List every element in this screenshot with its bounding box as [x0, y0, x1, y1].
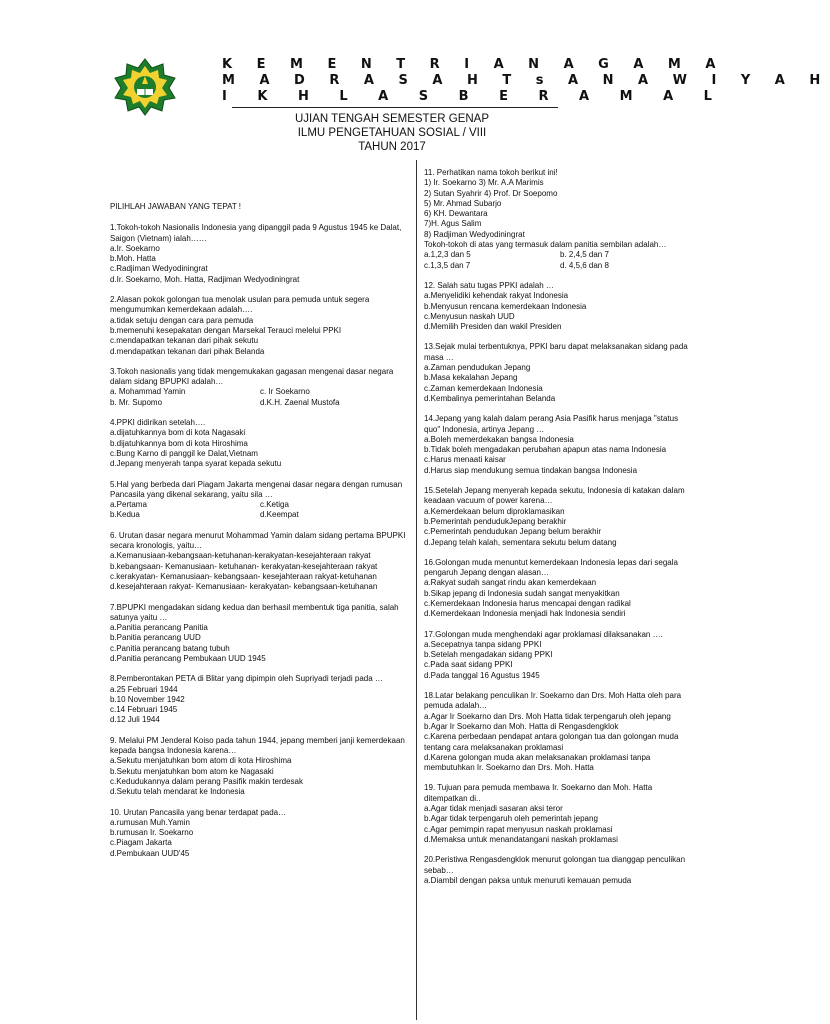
option-c: c.14 Februari 1945: [110, 705, 178, 715]
ministry-name: K E M E N T R I A N A G A M A: [222, 57, 726, 72]
option-c: c.Pemerintah pendudukan Jepang belum berakhir: [424, 527, 602, 537]
option-c: c.Radjiman Wedyodiningrat: [110, 264, 208, 274]
question-stem: 8.Pemberontakan PETA di Blitar yang dipimpin oleh Supriyadi terjadi pada …: [110, 674, 383, 684]
option-d: d.Jepang menyerah tanpa syarat kepada sekutu: [110, 459, 282, 469]
name-list-item: 6) KH. Dewantara: [424, 209, 488, 219]
question-3: [110, 367, 410, 408]
option-a: a.dijatuhkannya bom di kota Nagasaki: [110, 428, 246, 438]
question-stem: 10. Urutan Pancasila yang benar terdapat pada…: [110, 807, 287, 817]
option-c: c.Harus menaati kaisar: [424, 455, 506, 465]
option-c: c.Karena perbedaan pendapat antara golongan tua dan golongan muda tentang cara melaksanakan proklamasi: [424, 732, 679, 752]
exam-subject: ILMU PENGETAHUAN SOSIAL / VIII: [297, 127, 487, 139]
question-stem: 11. Perhatikan nama tokoh berikut ini!: [424, 168, 558, 177]
left-column: [110, 202, 410, 869]
option-d: d.Sekutu telah mendarat ke Indonesia: [110, 787, 245, 797]
option-c: c.mendapatkan tekanan dari pihak sekutu: [110, 336, 259, 346]
name-list-item: 2) Sutan Syahrir 4) Prof. Dr Soepomo: [424, 188, 558, 198]
option-a: a.Diambil dengan paksa untuk menuruti kemauan pemuda: [424, 875, 632, 885]
option-b: b.Kedua: [110, 510, 140, 520]
question-stem: 2.Alasan pokok golongan tua menolak usulan para pemuda untuk segera mengumumkan kemerdekaan adalah….: [110, 295, 370, 315]
document-header: [0, 0, 830, 160]
option-d: d.Panitia perancang Pembukaan UUD 1945: [110, 653, 266, 663]
question-stem: 5.Hal yang berbeda dari Piagam Jakarta mengenai dasar negara dengan rumusan Pancasila yang dikenal sekarang, yaitu sila …: [110, 479, 403, 499]
option-b: b.Pemerintah pendudukJepang berakhir: [424, 516, 567, 526]
exam-year: TAHUN 2017: [358, 141, 426, 153]
question-stem: 16.Golongan muda menuntut kemerdekaan Indonesia lepas dari segala pengaruh Jepang dengan alasan…: [424, 557, 678, 578]
option-d: d.Pada tanggal 16 Agustus 1945: [424, 670, 540, 680]
school-name: I K H L A S B E R A M A L: [222, 89, 725, 104]
question-19: [424, 783, 696, 845]
option-b: b.Moh. Hatta: [110, 254, 156, 264]
option-a: a.Agar Ir Soekarno dan Drs. Moh Hatta tidak terpengaruh oleh jepang: [424, 711, 671, 721]
question-5: [110, 480, 410, 521]
option-d: d.K.H. Zaenal Mustofa: [260, 397, 340, 407]
option-grid: [110, 387, 410, 408]
option-a: a.Sekutu menjatuhkan bom atom di kota Hiroshima: [110, 756, 292, 766]
option-d: d.kesejahteraan rakyat- Kemanusiaan- kerakyatan- kebangsaan-ketuhanan: [110, 582, 378, 592]
question-8: [110, 674, 410, 725]
question-17: [424, 630, 696, 681]
option-a: a.25 Februari 1944: [110, 684, 178, 694]
question-stem: 20.Peristiwa Rengasdengklok menurut golongan tua dianggap penculikan sebab…: [424, 855, 686, 875]
option-d: d.Kemerdekaan Indonesia menjadi hak Indonesia sendiri: [424, 609, 626, 619]
name-list-item: 1) Ir. Soekarno 3) Mr. A.A Marimis: [424, 178, 544, 188]
question-6: [110, 531, 410, 593]
option-d: d.Memilih Presiden dan wakil Presiden: [424, 322, 562, 332]
question-11: [424, 168, 696, 271]
option-grid: [424, 250, 696, 271]
question-18: [424, 691, 696, 773]
question-9: [110, 736, 410, 798]
option-a: a.Pertama: [110, 500, 147, 510]
instruction-text: PILIHLAH JAWABAN YANG TEPAT !: [110, 202, 241, 211]
option-b: b.memenuhi kesepakatan dengan Marsekal Terauci melelui PPKI: [110, 325, 342, 335]
option-a: a.Panitia perancang Panitia: [110, 623, 208, 633]
option-d: d.Jepang telah kalah, sementara sekutu belum datang: [424, 537, 617, 547]
question-10: [110, 808, 410, 859]
option-a: a.Rakyat sudah sangat rindu akan kemerdekaan: [424, 578, 597, 588]
option-c: c.Piagam Jakarta: [110, 838, 172, 848]
option-a: a.1,2,3 dan 5: [424, 250, 471, 260]
option-b: b.Menyusun rencana kemerdekaan Indonesia: [424, 301, 587, 311]
option-b: b. 2,4,5 dan 7: [560, 250, 609, 260]
name-list-item: 7)H. Agus Salim: [424, 219, 482, 229]
option-c: c.Kedudukannya dalam perang Pasifik makin terdesak: [110, 776, 303, 786]
question-stem: 18.Latar belakang penculikan Ir. Soekarno dan Drs. Moh Hatta oleh para pemuda adalah…: [424, 691, 682, 711]
option-d: d.12 Juli 1944: [110, 715, 160, 725]
header-divider: [232, 107, 558, 108]
option-c: c.kerakyatan- Kemanusiaan- kebangsaan- kesejahteraan rakyat-ketuhanan: [110, 571, 377, 581]
option-b: b.Masa kekalahan Jepang: [424, 373, 518, 383]
option-b: b.Setelah mengadakan sidang PPKI: [424, 650, 553, 660]
option-b: b.rumusan Ir. Soekarno: [110, 828, 194, 838]
option-b: b.Agar tidak terpengaruh oleh pemerintah jepang: [424, 814, 598, 824]
question-sub-stem: Tokoh-tokoh di atas yang termasuk dalam panitia sembilan adalah…: [424, 240, 667, 250]
option-d: d.mendapatkan tekanan dari pihak Belanda: [110, 346, 265, 356]
question-stem: 14.Jepang yang kalah dalam perang Asia Pasifik harus menjaga "status quo" Indonesia, artinya Jepang …: [424, 414, 679, 434]
option-a: a.Menyelidiki kehendak rakyat Indonesia: [424, 291, 569, 301]
option-d: d. 4,5,6 dan 8: [560, 260, 609, 270]
option-c: c.Panitia perancang batang tubuh: [110, 643, 230, 653]
question-13: [424, 342, 696, 404]
right-column: [424, 168, 696, 896]
question-stem: 6. Urutan dasar negara menurut Mohammad Yamin dalam sidang pertama BPUPKI secara kronologis, yaitu…: [110, 530, 406, 551]
question-stem: 19. Tujuan para pemuda membawa Ir. Soekarno dan Moh. Hatta ditempatkan di..: [424, 783, 653, 803]
question-4: [110, 418, 410, 469]
ministry-emblem-icon: [112, 58, 178, 116]
column-divider: [416, 160, 417, 1020]
option-d: d.Memaksa untuk menandatangani naskah proklamasi: [424, 834, 618, 844]
option-b: b.10 November 1942: [110, 694, 185, 704]
question-14: [424, 414, 696, 476]
option-b: b.Agar Ir Soekarno dan Moh. Hatta di Rengasdengklok: [424, 721, 619, 731]
option-c: c.Bung Karno di panggil ke Dalat,Vietnam: [110, 448, 258, 458]
option-c: c. Ir Soekarno: [260, 387, 310, 397]
question-stem: 13.Sejak mulai terbentuknya, PPKI baru dapat melaksanakan sidang pada masa …: [424, 342, 688, 362]
option-a: a.Kemanusiaan-kebangsaan-ketuhanan-kerakyatan-kesejahteraan rakyat: [110, 551, 371, 561]
option-b: b.kebangsaan- Kemanusiaan- ketuhanan- kerakyatan-kesejahteraan rakyat: [110, 561, 378, 571]
option-c: c.Ketiga: [260, 500, 289, 510]
option-a: a.Ir. Soekarno: [110, 243, 160, 253]
question-2: [110, 295, 410, 357]
option-c: c.Kemerdekaan Indonesia harus mencapai dengan radikal: [424, 598, 631, 608]
option-d: d.Harus siap mendukung semua tindakan bangsa Indonesia: [424, 465, 638, 475]
question-stem: 12. Salah satu tugas PPKI adalah …: [424, 280, 554, 290]
question-stem: 7.BPUPKI mengadakan sidang kedua dan berhasil membentuk tiga panitia, salah satunya yaitu …: [110, 602, 399, 622]
question-12: [424, 281, 696, 332]
school-type: M A D R A S A H T s A N A W I Y A H: [222, 73, 830, 88]
option-a: a.Kemerdekaan belum diproklamasikan: [424, 506, 565, 516]
name-list-item: 5) Mr. Ahmad Subarjo: [424, 198, 502, 208]
option-b: b.Panitia perancang UUD: [110, 633, 201, 643]
exam-title: UJIAN TENGAH SEMESTER GENAP: [294, 113, 490, 125]
option-b: b.dijatuhkannya bom di kota Hiroshima: [110, 438, 248, 448]
option-d: d.Pembukaan UUD'45: [110, 848, 190, 858]
option-c: c.Pada saat sidang PPKI: [424, 660, 513, 670]
option-a: a.tidak setuju dengan cara para pemuda: [110, 315, 254, 325]
option-a: a.Zaman pendudukan Jepang: [424, 363, 531, 373]
question-7: [110, 603, 410, 665]
option-a: a.rumusan Muh.Yamin: [110, 817, 190, 827]
option-b: b. Mr. Supomo: [110, 397, 163, 407]
option-d: d.Karena golongan muda akan melaksanakan proklamasi tanpa membutuhkan Ir. Soekarno dan Drs. Moh. Hatta: [424, 752, 651, 773]
question-stem: 17.Golongan muda menghendaki agar proklamasi dilaksanakan ….: [424, 629, 663, 639]
option-a: a.Secepatnya tanpa sidang PPKI: [424, 639, 542, 649]
option-c: c.Menyusun naskah UUD: [424, 311, 515, 321]
question-16: [424, 558, 696, 620]
option-c: c.Zaman kemerdekaan Indonesia: [424, 383, 543, 393]
option-b: b.Sikap jepang di Indonesia sudah sangat menyakitkan: [424, 588, 620, 598]
option-c: c.1,3,5 dan 7: [424, 260, 471, 270]
question-stem: 4.PPKI didirikan setelah….: [110, 418, 206, 428]
question-20: [424, 855, 696, 886]
question-1: [110, 223, 410, 285]
option-a: a. Mohammad Yamin: [110, 387, 186, 397]
question-15: [424, 486, 696, 548]
option-c: c.Agar pemimpin rapat menyusun naskah proklamasi: [424, 824, 613, 834]
question-stem: 15.Setelah Jepang menyerah kepada sekutu, Indonesia di katakan dalam keadaan vacuum of power karena…: [424, 486, 685, 506]
question-stem: 9. Melalui PM Jenderal Koiso pada tahun 1944, jepang memberi janji kemerdekaan kepada bangsa Indonesia karena…: [110, 735, 405, 756]
option-b: b.Sekutu menjatuhkan bom atom ke Nagasaki: [110, 766, 274, 776]
question-stem: 1.Tokoh-tokoh Nasionalis Indonesia yang dipanggil pada 9 Agustus 1945 ke Dalat, Saigon (Vietnam) ialah……: [110, 223, 402, 243]
option-a: a.Agar tidak menjadi sasaran aksi teror: [424, 804, 563, 814]
option-d: d.Keempat: [260, 510, 299, 520]
option-b: b.Tidak boleh mengadakan perubahan apapun atas nama Indonesia: [424, 445, 667, 455]
question-stem: 3.Tokoh nasionalis yang tidak mengemukakan gagasan mengenai dasar negara dalam sidang BPUPKI adalah…: [110, 366, 394, 387]
option-grid: [110, 500, 410, 521]
option-d: d.Ir. Soekarno, Moh. Hatta, Radjiman Wedyodiningrat: [110, 274, 300, 284]
option-a: a.Boleh memerdekakan bangsa Indonesia: [424, 434, 574, 444]
name-list-item: 8) Radjiman Wedyodiningrat: [424, 229, 525, 239]
option-d: d.Kembalinya pemerintahan Belanda: [424, 393, 556, 403]
